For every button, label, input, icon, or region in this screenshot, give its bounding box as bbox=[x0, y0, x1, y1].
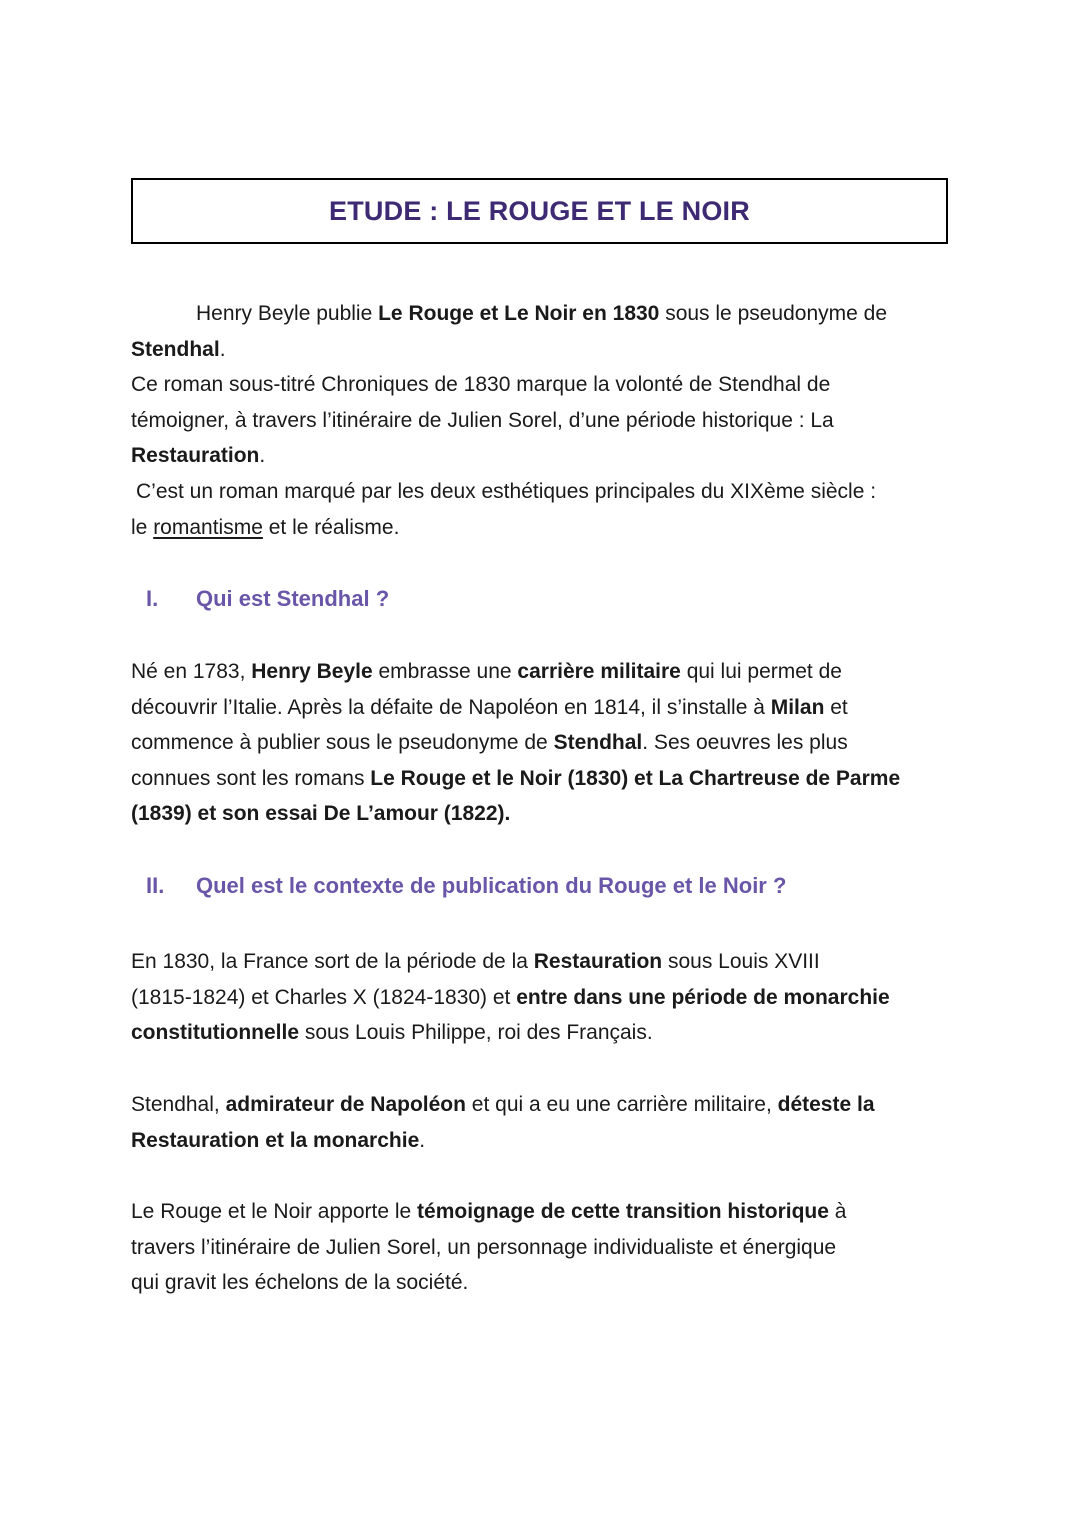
intro-line-4: témoigner, à travers l’itinéraire de Julien Sorel, d’une période historique : La bbox=[131, 408, 834, 432]
section-heading-1 bbox=[131, 586, 389, 612]
section-title-2: Quel est le contexte de publication du Rouge et le Noir ? bbox=[196, 873, 787, 898]
s2p3-line-1: Le Rouge et le Noir apporte le témoignage de cette transition historique à bbox=[131, 1200, 847, 1223]
section-1-paragraph bbox=[131, 654, 900, 832]
section-title-1: Qui est Stendhal ? bbox=[196, 586, 390, 611]
intro-line-1: Henry Beyle publie Le Rouge et Le Noir en 1830 sous le pseudonyme de bbox=[196, 302, 888, 325]
s1-line-5: (1839) et son essai De L’amour (1822). bbox=[131, 802, 511, 826]
s2p2-line-1: Stendhal, admirateur de Napoléon et qui a eu une carrière militaire, déteste la bbox=[131, 1093, 875, 1116]
s2p1-line-1: En 1830, la France sort de la période de la Restauration sous Louis XVIII bbox=[131, 950, 820, 973]
s2p3-line-3: qui gravit les échelons de la société. bbox=[131, 1271, 469, 1295]
s2p1-line-3: constitutionnelle sous Louis Philippe, roi des Français. bbox=[131, 1021, 653, 1045]
section-2-paragraph-1 bbox=[131, 944, 890, 1051]
s1-line-1: Né en 1783, Henry Beyle embrasse une carrière militaire qui lui permet de bbox=[131, 660, 842, 683]
section-number-1: I. bbox=[146, 586, 159, 611]
page-title: ETUDE : LE ROUGE ET LE NOIR bbox=[329, 195, 750, 226]
s1-line-2: découvrir l’Italie. Après la défaite de Napoléon en 1814, il s’installe à Milan et bbox=[131, 695, 848, 719]
section-2-paragraph-3 bbox=[131, 1194, 846, 1301]
intro-line-5: Restauration. bbox=[131, 444, 266, 468]
romantisme-underlined: romantisme bbox=[153, 515, 263, 539]
title-box bbox=[131, 178, 948, 244]
document-page bbox=[131, 178, 948, 1295]
intro-line-7: le romantisme et le réalisme. bbox=[131, 515, 400, 539]
intro-paragraph bbox=[131, 296, 887, 545]
section-number-2: II. bbox=[146, 873, 165, 898]
section-heading-2 bbox=[131, 873, 786, 899]
s2p2-line-2: Restauration et la monarchie. bbox=[131, 1128, 426, 1152]
intro-line-3: Ce roman sous-titré Chroniques de 1830 marque la volonté de Stendhal de bbox=[131, 373, 831, 397]
s2p1-line-2: (1815-1824) et Charles X (1824-1830) et entre dans une période de monarchie bbox=[131, 985, 890, 1009]
section-2-paragraph-2 bbox=[131, 1087, 875, 1158]
s2p3-line-2: travers l’itinéraire de Julien Sorel, un personnage individualiste et énergique bbox=[131, 1235, 837, 1259]
intro-line-2: Stendhal. bbox=[131, 337, 226, 361]
intro-line-6: C’est un roman marqué par les deux esthétiques principales du XIXème siècle : bbox=[136, 479, 877, 503]
s1-line-3: commence à publier sous le pseudonyme de Stendhal. Ses oeuvres les plus bbox=[131, 731, 848, 755]
s1-line-4: connues sont les romans Le Rouge et le Noir (1830) et La Chartreuse de Parme bbox=[131, 766, 901, 790]
